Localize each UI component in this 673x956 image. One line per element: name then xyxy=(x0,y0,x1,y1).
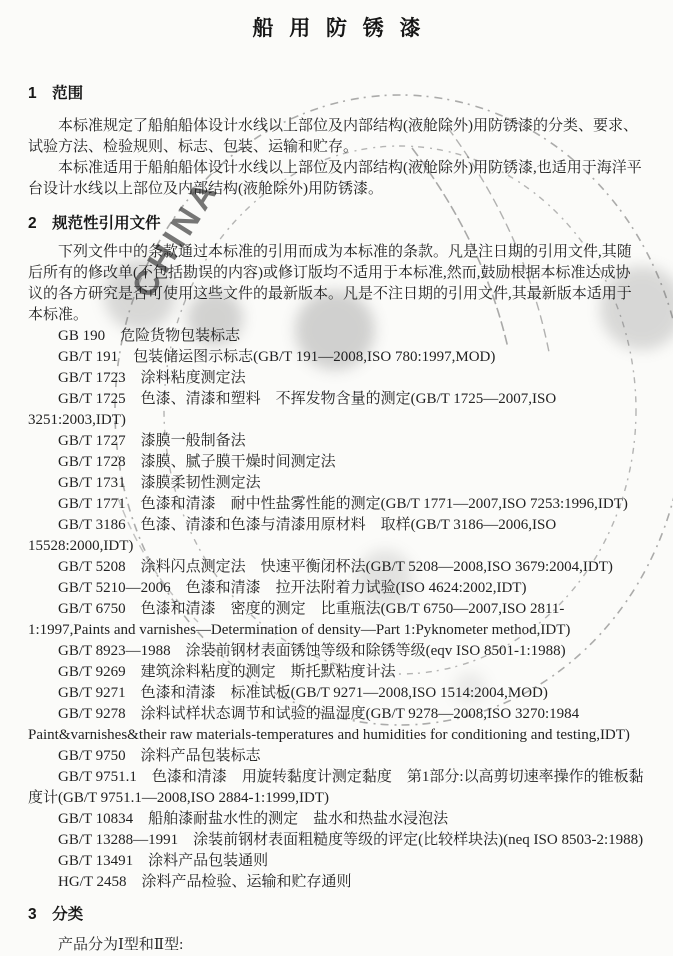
reference-item: GB/T 5208 涂料闪点测定法 快速平衡闭杯法(GB/T 5208—2008,ISO 3679:2004,IDT) xyxy=(58,559,613,575)
reference-item: GB/T 1727 漆膜一般制备法 xyxy=(58,433,246,449)
reference-item: GB/T 9751.1 色漆和清漆 用旋转黏度计测定黏度 第1部分:以高剪切速率操作的锥板黏度计(GB/T 9751.1—2008,ISO 2884-1:1999,IDT) xyxy=(28,769,644,806)
scope-paragraph-1: 本标准规定了船舶船体设计水线以上部位及内部结构(液舱除外)用防锈漆的分类、要求、试验方法、检验规则、标志、包装、运输和贮存。 xyxy=(28,118,638,155)
document-title: 船用防锈漆 xyxy=(252,17,437,40)
reference-item: GB/T 1728 漆膜、腻子膜干燥时间测定法 xyxy=(58,454,336,470)
reference-item: GB/T 1771 色漆和清漆 耐中性盐雾性能的测定(GB/T 1771—2007,ISO 7253:1996,IDT) xyxy=(58,496,628,512)
reference-item: GB/T 13491 涂料产品包装通则 xyxy=(58,853,269,869)
section-2-heading: 2 规范性引用文件 xyxy=(28,215,161,232)
reference-item: GB/T 1731 漆膜柔韧性测定法 xyxy=(58,475,261,491)
reference-item: GB/T 1723 涂料粘度测定法 xyxy=(58,370,246,386)
normative-references-intro: 下列文件中的条款通过本标准的引用而成为本标准的条款。凡是注日期的引用文件,其随后所有的修改单(不包括勘误的内容)或修订版均不适用于本标准,然而,鼓励根据本标准达成协议的各方研究是否可使用这些文件的最新版本。凡是不注日期的引用文件,其最新版本适用于本标准。 xyxy=(28,244,632,323)
reference-item: GB/T 9278 涂料试样状态调节和试验的温湿度(GB/T 9278—2008,ISO 3270:1984 Paint&varnishes&their raw materials-temperatures and humidities for conditioning and testing,IDT) xyxy=(28,706,630,743)
reference-item: GB/T 3186 色漆、清漆和色漆与清漆用原材料 取样(GB/T 3186—2006,ISO 15528:2000,IDT) xyxy=(28,517,557,554)
scope-paragraph-2: 本标准适用于船舶船体设计水线以上部位及内部结构(液舱除外)用防锈漆,也适用于海洋平台设计水线以上部位及内部结构(液舱除外)用防锈漆。 xyxy=(28,160,642,197)
section-1-heading: 1 范围 xyxy=(28,85,84,102)
reference-item: GB/T 9750 涂料产品包装标志 xyxy=(58,748,261,764)
reference-item: GB/T 13288—1991 涂装前钢材表面粗糙度等级的评定(比较样块法)(neq ISO 8503-2:1988) xyxy=(58,832,644,848)
china-watermark-text: CHINA xyxy=(124,171,228,305)
reference-item: GB/T 9269 建筑涂料粘度的测定 斯托默粘度计法 xyxy=(58,664,396,680)
reference-item: HG/T 2458 涂料产品检验、运输和贮存通则 xyxy=(58,874,352,890)
reference-item: GB/T 5210—2006 色漆和清漆 拉开法附着力试验(ISO 4624:2002,IDT) xyxy=(58,580,527,596)
reference-item: GB/T 6750 色漆和清漆 密度的测定 比重瓶法(GB/T 6750—2007,ISO 2811-1:1997,Paints and varnishes—Determination of density—Part 1:Pyknometer method,IDT) xyxy=(28,601,571,638)
section-3-heading: 3 分类 xyxy=(28,906,84,923)
classification-paragraph: 产品分为Ⅰ型和Ⅱ型: xyxy=(58,937,184,953)
reference-item: GB/T 9271 色漆和清漆 标准试板(GB/T 9271—2008,ISO 1514:2004,MOD) xyxy=(58,685,548,701)
reference-item: GB 190 危险货物包装标志 xyxy=(58,328,241,344)
reference-item: GB/T 8923—1988 涂装前钢材表面锈蚀等级和除锈等级(eqv ISO 8501-1:1988) xyxy=(58,643,566,659)
reference-item: GB/T 1725 色漆、清漆和塑料 不挥发物含量的测定(GB/T 1725—2007,ISO 3251:2003,IDT) xyxy=(28,391,557,428)
reference-item: GB/T 191 包装储运图示标志(GB/T 191—2008,ISO 780:1997,MOD) xyxy=(58,349,496,365)
reference-item: GB/T 10834 船舶漆耐盐水性的测定 盐水和热盐水浸泡法 xyxy=(58,811,449,827)
document-content xyxy=(28,14,645,956)
